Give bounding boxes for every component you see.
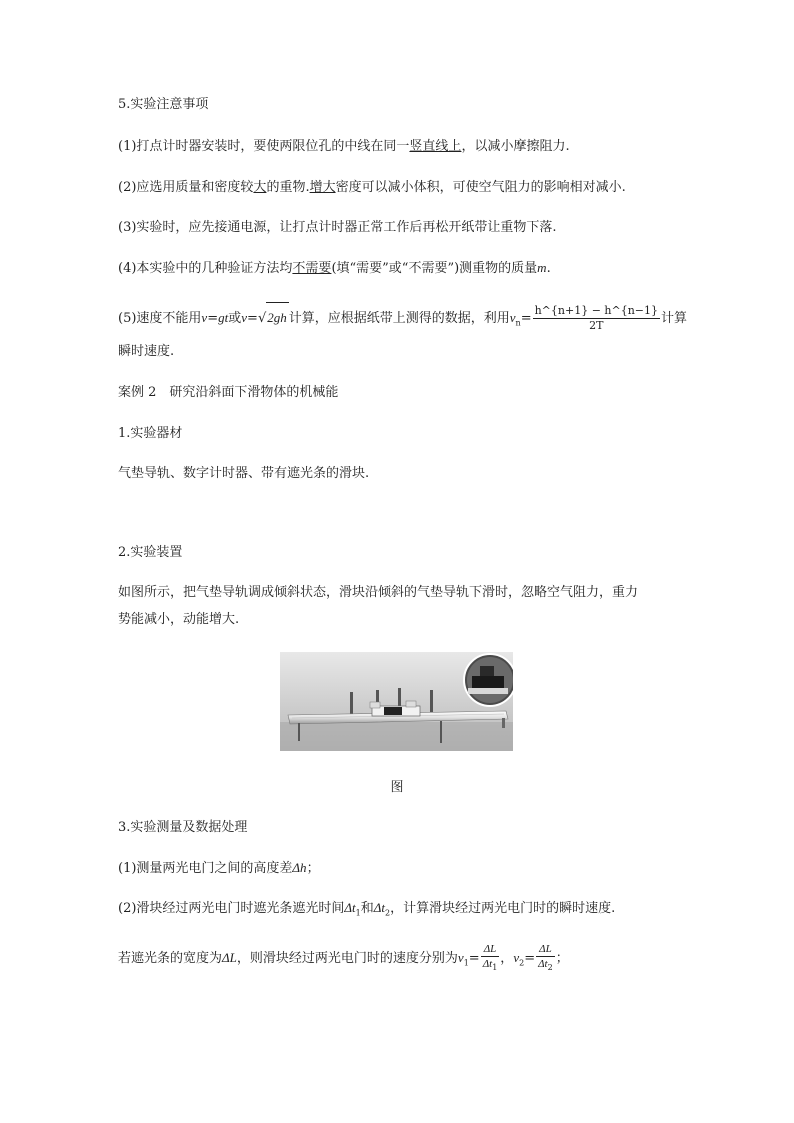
section5-item2: (2)应选用质量和密度较大的重物.增大密度可以减小体积，可使空气阻力的影响相对减小. [118, 180, 626, 195]
s3-item3: 若遮光条的宽度为ΔL，则滑块经过两光电门时的速度分别为$v_1=$ $\frac{\Delta L}{\Delta t_1}$ ，$v_2=$ $\frac{\Delta L}{\Delta t_2}$ ； [118, 942, 569, 980]
case2-title: 案例 2 研究沿斜面下滑物体的机械能 [118, 385, 339, 400]
s2-heading: 2.实验装置 [118, 545, 183, 560]
air-track-photo [280, 652, 513, 751]
section5-item5: (5)速度不能用v=gt或v=√2gh 计算，应根据纸带上测得的数据，利用$v_n=$ $\frac{h\^{}\{n+1\} - h\^{}\{n-1\}}{2T}$ 计算 [118, 304, 688, 332]
section5-item4: (4)本实验中的几种验证方法均不需要(填“需要”或“不需要”)测重物的质量m. [118, 260, 551, 276]
velocity-fraction: $\frac{h\^{}\{n+1\} - h\^{}\{n-1\}}{2T}$ [534, 304, 658, 332]
s1-heading: 1.实验器材 [118, 426, 183, 441]
s3-item1: (1)测量两光电门之间的高度差Δh； [118, 860, 320, 876]
v2-fraction: $\frac{\Delta L}{\Delta t_2}$ [538, 943, 553, 973]
figure-caption: 图 [390, 780, 404, 795]
section5-item1: (1)打点计时器安装时，要使两限位孔的中线在同一竖直线上，以减小摩擦阻力. [118, 139, 570, 154]
s1-text: 气垫导轨、数字计时器、带有遮光条的滑块. [118, 466, 370, 481]
v1-fraction: $\frac{\Delta L}{\Delta t_1}$ [482, 943, 498, 973]
s3-heading: 3.实验测量及数据处理 [118, 820, 248, 835]
s2-para2: 势能减小，动能增大. [118, 612, 240, 627]
sqrt-sign: √ [257, 311, 267, 326]
section5-item3: (3)实验时，应先接通电源，让打点计时器正常工作后再松开纸带让重物下落. [118, 220, 557, 235]
s2-para1: 如图所示，把气垫导轨调成倾斜状态，滑块沿倾斜的气垫导轨下滑时，忽略空气阻力，重力 [118, 585, 639, 600]
s3-item2: (2)滑块经过两光电门时遮光条遮光时间$\Delta t_1$和$\Delta t_2$，计算滑块经过两光电门时的瞬时速度. [118, 900, 616, 918]
section5-item5-cont: 瞬时速度. [118, 344, 175, 359]
section5-heading: 5.实验注意事项 [118, 97, 209, 112]
